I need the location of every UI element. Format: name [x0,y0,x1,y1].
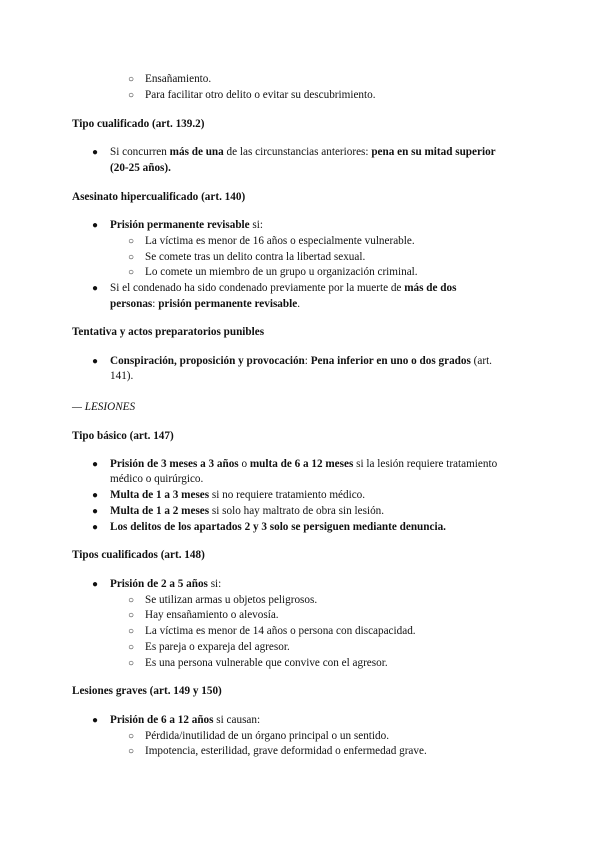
sub-list-item: Pérdida/inutilidad de un órgano principal o un sentido. [145,730,390,742]
list-item-continuation: (20-25 años). [110,162,171,174]
chapter-label: — LESIONES [72,401,136,413]
bullet-hollow: ○ [128,74,135,85]
bullet-hollow: ○ [128,252,135,263]
bullet-filled: ● [92,147,99,158]
sub-list-item: Se utilizan armas u objetos peligrosos. [145,594,318,606]
sub-list-item: Se comete tras un delito contra la libertad sexual. [145,251,366,263]
sub-list-item: Es pareja o expareja del agresor. [145,641,290,653]
section-heading: Tentativa y actos preparatorios punibles [72,326,265,338]
bullet-hollow: ○ [128,731,135,742]
list-item: Ensañamiento. [145,73,212,85]
section-heading: Lesiones graves (art. 149 y 150) [72,685,222,697]
bullet-hollow: ○ [128,236,135,247]
list-item: Conspiración, proposición y provocación: Pena inferior en uno o dos grados (art. [110,355,492,367]
bullet-hollow: ○ [128,267,135,278]
list-item: Prisión permanente revisable si: [110,219,263,231]
section-heading: Tipo cualificado (art. 139.2) [72,118,205,130]
list-item: Prisión de 3 meses a 3 años o multa de 6 a 12 meses si la lesión requiere tratamiento [110,458,498,470]
list-item: Si concurren más de una de las circunstancias anteriores: pena en su mitad superior [110,146,496,158]
list-item: Los delitos de los apartados 2 y 3 solo se persiguen mediante denuncia. [110,521,446,533]
bullet-hollow: ○ [128,658,135,669]
sub-list-item: Impotencia, esterilidad, grave deformidad o enfermedad grave. [145,745,427,757]
bullet-filled: ● [92,220,99,231]
list-item: Para facilitar otro delito o evitar su descubrimiento. [145,89,376,101]
bullet-hollow: ○ [128,626,135,637]
sub-list-item: Es una persona vulnerable que convive con el agresor. [145,657,388,669]
bullet-hollow: ○ [128,90,135,101]
bullet-filled: ● [92,459,99,470]
list-item-continuation: personas: prisión permanente revisable. [110,298,300,310]
bullet-hollow: ○ [128,642,135,653]
bullet-filled: ● [92,579,99,590]
sub-list-item: Hay ensañamiento o alevosía. [145,609,279,621]
bullet-hollow: ○ [128,610,135,621]
bullet-filled: ● [92,715,99,726]
bullet-filled: ● [92,283,99,294]
bullet-filled: ● [92,490,99,501]
sub-list-item: La víctima es menor de 14 años o persona con discapacidad. [145,625,416,637]
list-item: Prisión de 6 a 12 años si causan: [110,714,261,726]
sub-list-item: La víctima es menor de 16 años o especialmente vulnerable. [145,235,415,247]
list-item: Prisión de 2 a 5 años si: [110,578,222,590]
bullet-filled: ● [92,356,99,367]
bullet-filled: ● [92,522,99,533]
list-item-continuation: 141). [110,370,134,382]
bullet-hollow: ○ [128,746,135,757]
bullet-hollow: ○ [128,595,135,606]
list-item: Si el condenado ha sido condenado previamente por la muerte de más de dos [110,282,457,294]
list-item: Multa de 1 a 2 meses si solo hay maltrato de obra sin lesión. [110,505,385,517]
list-item: Multa de 1 a 3 meses si no requiere tratamiento médico. [110,489,366,501]
bullet-filled: ● [92,506,99,517]
sub-list-item: Lo comete un miembro de un grupo u organización criminal. [145,266,418,278]
section-heading: Tipo básico (art. 147) [72,430,174,442]
section-heading: Asesinato hipercualificado (art. 140) [72,191,246,203]
list-item-continuation: médico o quirúrgico. [110,473,204,485]
section-heading: Tipos cualificados (art. 148) [72,549,205,561]
